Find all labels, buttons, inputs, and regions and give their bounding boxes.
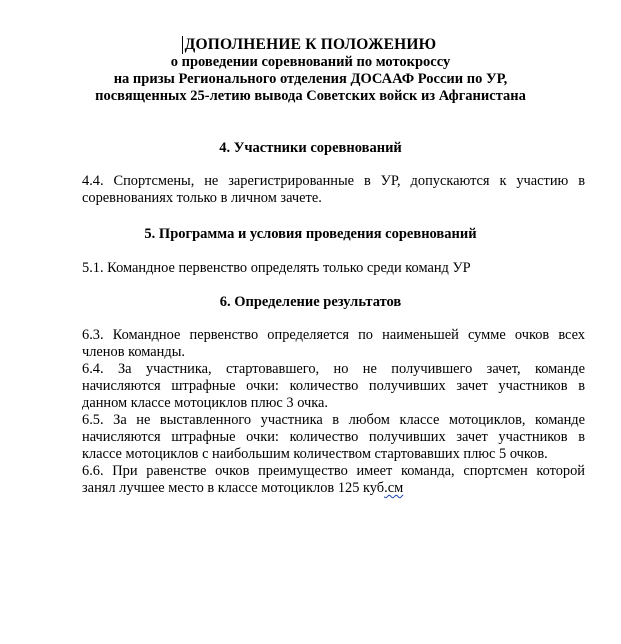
paragraph-line: 6.6. При равенстве очков преимущество имеет команда, спортсмен которой — [82, 463, 585, 479]
paragraph-line: соревнованиях только в личном зачете. — [82, 190, 322, 206]
paragraph-line: данном классе мотоциклов плюс 3 очка. — [82, 395, 329, 411]
paragraph-6-6 — [82, 463, 585, 497]
paragraph-line: начисляются штрафные очки: количество получивших зачет участников в — [82, 429, 585, 445]
paragraph-text: занял лучшее место в классе мотоциклов 125 куб — [82, 480, 385, 496]
spellcheck-marked-text[interactable]: .см — [384, 480, 404, 496]
paragraph-line: членов команды. — [82, 344, 185, 360]
header-line-1: о проведении соревнований по мотокроссу — [170, 54, 451, 70]
section-4-heading: 4. Участники соревнований — [219, 140, 402, 156]
document-title-row — [36, 36, 585, 54]
paragraph-line: 6.5. За не выставленного участника в любом классе мотоциклов, команде — [82, 412, 585, 428]
header-line-3: посвященных 25-летию вывода Советских войск из Афганистана — [95, 88, 526, 104]
header-line-2: на призы Регионального отделения ДОСААФ России по УР, — [113, 71, 508, 87]
paragraph-line: классе мотоциклов с наибольшим количеством стартовавших плюс 5 очков. — [82, 446, 548, 462]
paragraph-line: 6.3. Командное первенство определяется по наименьшей сумме очков всех — [82, 327, 585, 343]
paragraph-6-5 — [82, 412, 585, 463]
paragraph-line: 6.4. За участника, стартовавшего, но не получившего зачет, команде — [82, 361, 585, 377]
paragraph-4-4 — [82, 173, 585, 207]
document-title-text: ДОПОЛНЕНИЕ К ПОЛОЖЕНИЮ — [184, 36, 437, 53]
document-title — [185, 36, 437, 54]
document-header — [36, 36, 585, 105]
section-6-heading: 6. Определение результатов — [219, 294, 402, 310]
paragraph-last-line — [82, 480, 585, 497]
paragraph-line: начисляются штрафные очки: количество получивших зачет участников в — [82, 378, 585, 394]
section-5-heading: 5. Программа и условия проведения соревнований — [144, 226, 477, 242]
paragraph-6-4 — [82, 361, 585, 412]
paragraph-5-1 — [82, 260, 585, 277]
paragraph-line: 5.1. Командное первенство определять только среди команд УР — [82, 260, 471, 276]
paragraph-6-3 — [82, 327, 585, 361]
paragraph-line: 4.4. Спортсмены, не зарегистрированные в УР, допускаются к участию в — [82, 173, 585, 189]
text-cursor — [182, 36, 183, 54]
